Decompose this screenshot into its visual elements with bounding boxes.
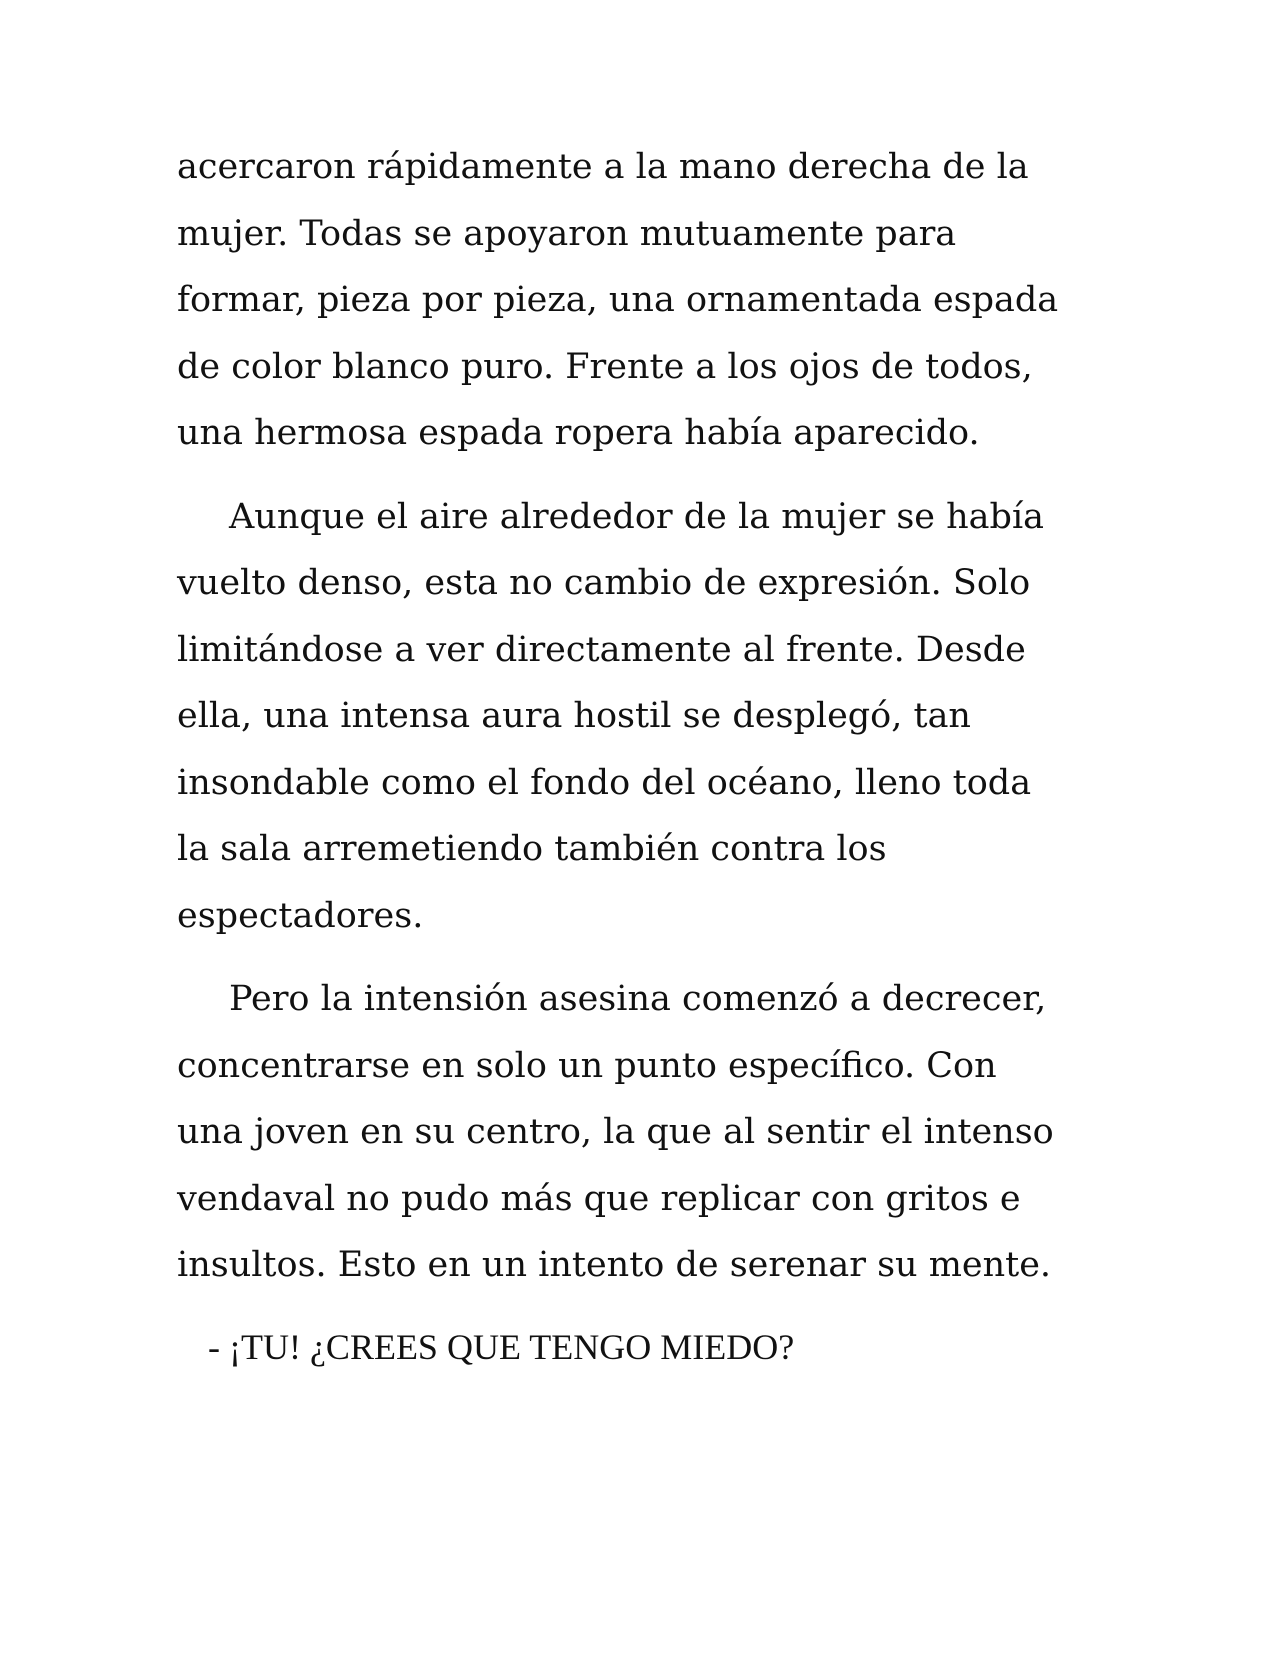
book-page: [177, 134, 1107, 1380]
text-line: vendaval no pudo más que replicar con gritos e: [177, 1178, 1021, 1219]
text-line: una joven en su centro, la que al sentir el intenso: [177, 1112, 1054, 1152]
text-line: Aunque el aire alrededor de la mujer se había: [229, 496, 1045, 537]
text-line: limitándose a ver directamente al frente. Desde: [177, 629, 1026, 670]
text-line: concentrarse en solo un punto específico. Con: [177, 1045, 997, 1086]
paragraph-2: [177, 484, 1107, 950]
text-line: Pero la intensión asesina comenzó a decrecer,: [229, 979, 1047, 1019]
text-line: formar, pieza por pieza, una ornamentada espada: [177, 280, 1059, 320]
text-line: insondable como el fondo del océano, lleno toda: [177, 762, 1032, 803]
text-line: acercaron rápidamente a la mano derecha de la: [177, 147, 1029, 187]
text-line: vuelto denso, esta no cambio de expresión. Solo: [177, 563, 1031, 603]
text-line: mujer. Todas se apoyaron mutuamente para: [177, 213, 957, 254]
paragraph-1: [177, 134, 1107, 467]
text-line: de color blanco puro. Frente a los ojos de todos,: [177, 346, 1033, 387]
text-line: una hermosa espada ropera había aparecido.: [177, 413, 980, 453]
dialogue-line: - ¡TU! ¿CREES QUE TENGO MIEDO?: [208, 1326, 795, 1367]
paragraph-3: [177, 966, 1107, 1299]
text-line: insultos. Esto en un intento de serenar su mente.: [177, 1245, 1052, 1285]
text-line: espectadores.: [177, 895, 424, 936]
text-line: la sala arremetiendo también contra los: [177, 829, 887, 869]
text-line: ella, una intensa aura hostil se desplegó, tan: [177, 696, 971, 736]
